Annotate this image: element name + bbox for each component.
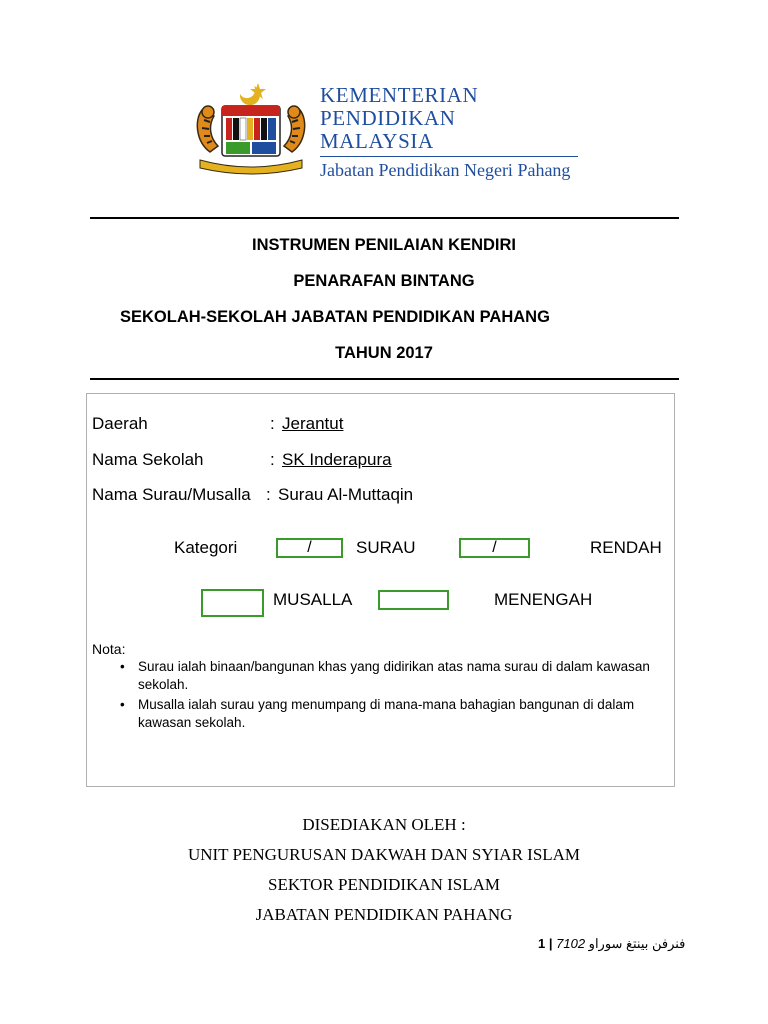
nota-text: Musalla ialah surau yang menumpang di mana-mana bahagian bangunan di dalam kawasan sekolah.	[138, 697, 635, 730]
doc-title-line-1: INSTRUMEN PENILAIAN KENDIRI	[251, 236, 516, 254]
rendah-option-label: RENDAH	[590, 538, 662, 557]
ministry-line: MALAYSIA	[320, 129, 434, 153]
surau-name-colon: :	[266, 485, 271, 504]
footer-arabic-text: فنرفن بينتغ سوراو	[588, 936, 686, 951]
rendah-check-mark: /	[492, 539, 497, 556]
nota-list	[92, 658, 662, 734]
bullet-mark: •	[120, 697, 125, 712]
rendah-checkbox[interactable]	[459, 538, 530, 558]
nota-label: Nota:	[92, 641, 126, 657]
sekolah-value: SK Inderapura	[282, 450, 392, 469]
doc-title-line-2: PENARAFAN BINTANG	[293, 272, 475, 290]
bottom-rule	[90, 378, 679, 380]
menengah-option-label: MENENGAH	[494, 590, 593, 609]
ministry-line: PENDIDIKAN	[320, 106, 456, 130]
daerah-value: Jerantut	[282, 414, 344, 433]
prepared-by-line-2: SEKTOR PENDIDIKAN ISLAM	[267, 875, 501, 894]
ministry-line: KEMENTERIAN	[320, 83, 479, 107]
surau-checkbox[interactable]	[276, 538, 343, 558]
department-name: Jabatan Pendidikan Negeri Pahang	[320, 156, 578, 181]
kategori-label: Kategori	[174, 538, 238, 557]
page-footer	[538, 936, 685, 952]
nota-item	[92, 658, 662, 694]
coat-of-arms-icon	[192, 80, 310, 176]
bullet-mark: •	[120, 659, 125, 674]
surau-name-value: Surau Al-Muttaqin	[278, 485, 414, 504]
ministry-logo-text	[320, 84, 578, 181]
daerah-colon: :	[270, 414, 275, 433]
prepared-by-line-1: UNIT PENGURUSAN DAKWAH DAN SYIAR ISLAM	[187, 845, 581, 864]
surau-name-label: Nama Surau/Musalla	[92, 485, 251, 504]
daerah-label: Daerah	[92, 414, 148, 433]
sekolah-colon: :	[270, 450, 275, 469]
musalla-checkbox[interactable]	[201, 589, 264, 617]
footer-separator: |	[548, 936, 553, 951]
prepared-by-line-3: JABATAN PENDIDIKAN PAHANG	[255, 905, 513, 924]
footer-year: 7102	[556, 936, 586, 951]
prepared-by-heading: DISEDIAKAN OLEH :	[302, 815, 466, 834]
surau-check-mark: /	[307, 539, 312, 556]
nota-item	[92, 696, 662, 732]
musalla-option-label: MUSALLA	[273, 590, 353, 609]
coat-of-arms-logo	[192, 80, 310, 176]
menengah-checkbox[interactable]	[378, 590, 449, 610]
surau-option-label: SURAU	[356, 538, 416, 557]
page-number: 1	[538, 936, 546, 951]
nota-text: Surau ialah binaan/bangunan khas yang didirikan atas nama surau di dalam kawasan sekolah.	[138, 659, 650, 692]
doc-title-line-4: TAHUN 2017	[335, 344, 433, 362]
doc-title-line-3: SEKOLAH-SEKOLAH JABATAN PENDIDIKAN PAHANG	[120, 308, 550, 326]
top-rule	[90, 217, 679, 219]
sekolah-label: Nama Sekolah	[92, 450, 204, 469]
